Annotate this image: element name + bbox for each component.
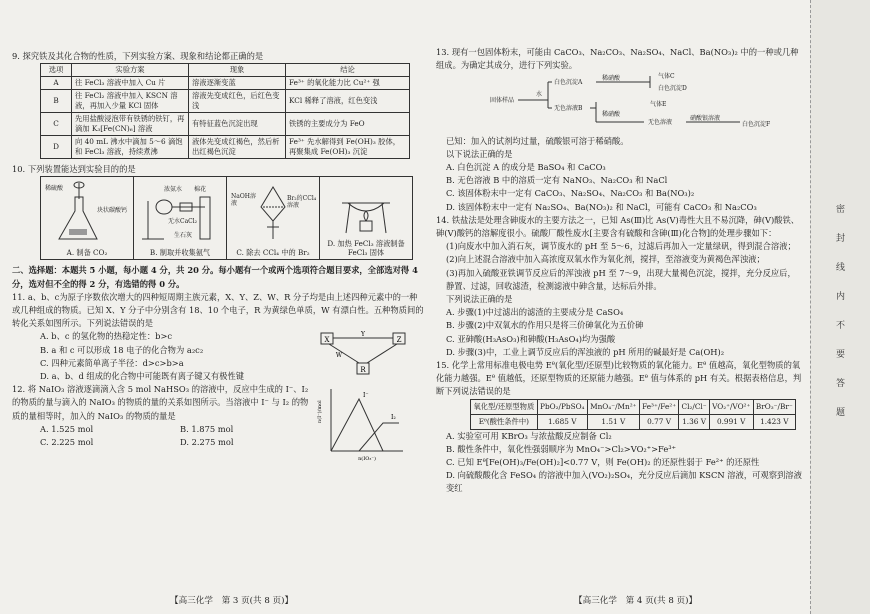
q11-options: [40, 330, 340, 383]
table-cell: B: [41, 90, 72, 113]
table-cell: Eᶿ(酸性条件中): [471, 414, 538, 429]
series-label: I₂: [391, 414, 396, 422]
table-cell: 液体先变成红褐色，然后析出红褐色沉淀: [189, 136, 286, 159]
series-label: I⁻: [363, 392, 369, 400]
option: B. 1.875 mol: [180, 423, 234, 434]
q10-apparatus-row: [40, 176, 412, 260]
flow-node: 白色沉淀F: [742, 121, 771, 129]
table-row: [41, 136, 410, 159]
table-cell: 向 40 mL 沸水中滴加 5～6 滴饱和 FeCl₃ 溶液，持续煮沸: [72, 136, 189, 159]
left-footer: 【高三化学 第 3 页(共 8 页)】: [170, 596, 294, 606]
q9-header-cell: 选项: [41, 64, 72, 77]
table-cell: 0.77 V: [639, 414, 679, 429]
table-cell: 1.685 V: [537, 414, 587, 429]
q15-table: [470, 399, 796, 430]
separatory-funnel-icon: [227, 177, 319, 247]
q12-stem: 12. 将 NaIO₃ 溶液逐滴滴入含 5 mol NaHSO₃ 的溶液中，反应中生成的 I⁻、I₂ 的物质的量与滴入的 NaIO₃ 的物质的量的关系如图所示。当溶液中 I⁻ 与 I₂ 的物质的量相等时，加入的 NaIO₃ 的物质的量是: [12, 384, 311, 421]
table-cell: 溶液先变成红色，后红色变浅: [189, 90, 286, 113]
q12-graph: [313, 383, 409, 463]
table-cell: VO₂⁺/VO²⁺: [709, 399, 753, 414]
table-cell: 1.36 V: [679, 414, 709, 429]
table-cell: Fe³⁺/Fe²⁺: [639, 399, 679, 414]
table-row: [41, 90, 410, 113]
node-label: Z: [396, 335, 402, 344]
label: 稀硫酸: [45, 185, 64, 193]
table-cell: Fe³⁺ 的氧化能力比 Cu²⁺ 强: [286, 77, 410, 90]
q13-flowchart: [490, 72, 790, 130]
step: (3)再加入硫酸亚铁调节反应后的浑浊液 pH 至 7～9，出现大量褐色沉淀，搅拌，充分反应后，静置、过滤，回收滤渣，检测滤液中砷含量，达标后外排。: [446, 267, 796, 291]
table-cell: 往 FeCl₃ 溶液中加入 Cu 片: [72, 77, 189, 90]
option: B. a 和 c 可以形成 18 电子的化合物为 a₂c₂: [40, 344, 204, 355]
table-cell: 有特征蓝色沉淀出现: [189, 113, 286, 136]
q13-ask: 以下说法正确的是: [446, 148, 513, 159]
label: 棉花: [194, 186, 207, 194]
table-cell: 1.423 V: [753, 414, 795, 429]
option: B. 无色溶液 B 中的溶质一定有 NaNO₃、Na₂CO₃ 和 NaCl: [446, 175, 668, 186]
option: A. 白色沉淀 A 的成分是 BaSO₄ 和 CaCO₃: [446, 162, 606, 173]
flow-node: 白色沉淀D: [658, 85, 687, 93]
option: C. 该固体粉末中一定有 CaCO₃、Na₂SO₄、Na₂CO₃ 和 Ba(NO₃)₂: [446, 188, 695, 199]
step: (1)向废水中加入消石灰，调节废水的 pH 至 5～6，过滤后再加入一定量绿矾，得到混合溶液；: [446, 241, 796, 252]
flow-node: 无色溶液: [648, 119, 673, 127]
evaporating-dish-icon: [320, 177, 412, 247]
option: B. 酸性条件中，氧化性强弱顺序为 MnO₄⁻>Cl₂>VO₂⁺>Fe³⁺: [446, 443, 676, 454]
q15-stem: 15. 化学上常用标准电极电势 Eᶿ(氧化型/还原型)比较物质的氧化能力。Eᶿ 值越高，氧化型物质的氧化能力越强。Eᶿ 值越低，还原型物质的还原能力越强。Eᶿ 值与体系的 pH 有关。根据表格信息，判断下列说法错误的是: [436, 360, 802, 397]
q12-options: [40, 423, 320, 449]
label: Br₂的CCl₄溶液: [287, 195, 317, 210]
flow-reagent: 硝酸银溶液: [690, 115, 721, 123]
option: D. a、b、d 组成的化合物中可能既有离子键又有极性键: [40, 371, 245, 382]
q10-stem: 10. 下列装置能达到实验目的的是: [12, 164, 136, 175]
table-row: [471, 399, 796, 414]
table-cell: KCl 稀释了溶液，红色变浅: [286, 90, 410, 113]
table-cell: 往 FeCl₂ 溶液中加入 KSCN 溶液，再加入少量 KCl 固体: [72, 90, 189, 113]
table-row: [471, 414, 796, 429]
q13-stem: 13. 现有一包固体粉末，可能由 CaCO₃、Na₂CO₃、Na₂SO₄、NaCl、Ba(NO₃)₂ 中的一种或几种组成。为确定其成分，进行下列实验。: [436, 47, 799, 71]
q9-header-cell: 现象: [189, 64, 286, 77]
option: C. 2.225 mol: [40, 437, 94, 448]
apparatus-b: [133, 176, 227, 260]
table-cell: 氧化型/还原型物质: [471, 399, 538, 414]
right-footer: 【高三化学 第 4 页(共 8 页)】: [574, 596, 698, 606]
label: 块状碳酸钙: [97, 207, 128, 215]
q15-options: [446, 430, 802, 496]
table-row: [41, 77, 410, 90]
flow-reagent: 水: [536, 91, 543, 99]
q11-transformation-diagram: [319, 331, 409, 377]
table-cell: A: [41, 77, 72, 90]
apparatus-d: [319, 176, 413, 260]
option: D. 步骤(3)中，工业上调节反应后的浑浊液的 pH 所用的碱最好是 Ca(OH)₂: [446, 346, 725, 357]
label: 生石灰: [174, 232, 193, 240]
q9-table: [40, 63, 410, 159]
q9-stem: 9. 探究铁及其化合物的性质，下列实验方案、现象和结论都正确的是: [12, 51, 264, 61]
table-cell: D: [41, 136, 72, 159]
q13-note: 已知：加入的试剂均过量，硫酸银可溶于稀硝酸。: [446, 135, 629, 146]
option: C. 亚砷酸(H₃AsO₃)和砷酸(H₃AsO₄)均为强酸: [446, 333, 616, 344]
flow-node: 固体样品: [490, 97, 515, 105]
caption: D. 加热 FeCl₃ 溶液制备 FeCl₃ 固体: [327, 239, 405, 258]
table-cell: BrO₃⁻/Br⁻: [753, 399, 795, 414]
caption: C. 除去 CCl₄ 中的 Br₂: [236, 248, 310, 258]
seal-line-margin: [810, 0, 870, 614]
table-cell: Fe³⁺ 先水解得到 Fe(OH)₃ 胶体，再聚集成 Fe(OH)₃ 沉淀: [286, 136, 410, 159]
table-cell: MnO₄⁻/Mn²⁺: [587, 399, 639, 414]
flow-reagent: 稀硝酸: [602, 111, 621, 119]
option: A. 步骤(1)中过滤出的滤渣的主要成分是 CaSO₄: [446, 307, 624, 318]
flow-node: 无色溶液B: [554, 105, 583, 113]
label: NaOH溶液: [231, 193, 256, 208]
flow-node: 白色沉淀A: [554, 79, 583, 87]
edge-label: W: [335, 351, 343, 359]
edge-label: Y: [361, 330, 365, 338]
table-cell: PbO₂/PbSO₄: [537, 399, 587, 414]
flow-node: 气体C: [658, 73, 675, 81]
right-page: [436, 0, 802, 496]
option: D. 向硫酸酸化含 FeSO₄ 的溶液中加入(VO₂)₂SO₄，充分反应后滴加 KSCN 溶液，可观察到溶液变红: [446, 470, 802, 494]
step: (2)向上述混合溶液中加入高浓度双氧水作为氧化剂，搅拌，至溶液变为黄褐色浑浊液；: [446, 254, 765, 265]
option: C. 已知 Eᶿ[Fe(OH)₃/Fe(OH)₂]<0.77 V，则 Fe(OH)₂ 的还原性弱于 Fe²⁺ 的还原性: [446, 457, 760, 468]
q14-ask: 下列说法正确的是: [446, 294, 513, 305]
q9-header-cell: 结论: [286, 64, 410, 77]
caption: B. 制取并收集氨气: [149, 248, 211, 258]
y-axis-label: n(I⁻)/mol: [317, 400, 323, 424]
option: B. 步骤(2)中双氧水的作用只是将三价砷氧化为五价砷: [446, 320, 644, 331]
table-cell: Cl₂/Cl⁻: [679, 399, 709, 414]
node-label: R: [360, 365, 366, 374]
flow-reagent: 稀硝酸: [602, 75, 621, 83]
section-2-header: 二、选择题：本题共 5 小题，每小题 4 分，共 20 分。每小题有一个或两个选项符合题目要求，全部选对得 4 分，选对但不全的得 2 分，有选错的得 0 分。: [12, 265, 421, 289]
option: A. b、c 的氢化物的热稳定性：b>c: [40, 331, 173, 342]
apparatus-c: [226, 176, 320, 260]
table-cell: 先用盐酸浸泡带有铁锈的铁钉，再滴加 K₃[Fe(CN)₆] 溶液: [72, 113, 189, 136]
table-cell: 1.51 V: [587, 414, 639, 429]
table-cell: C: [41, 113, 72, 136]
table-cell: 溶液逐渐变蓝: [189, 77, 286, 90]
q13-options: [446, 161, 802, 214]
table-row: [41, 113, 410, 136]
flow-node: 气体E: [650, 101, 667, 109]
x-axis-label: n(IO₃⁻): [358, 456, 376, 463]
option: C. 四种元素简单离子半径：d>c>b>a: [40, 357, 184, 368]
q9-header-cell: 实验方案: [72, 64, 189, 77]
label: 无水CaCl₂: [168, 218, 198, 226]
option: D. 2.275 mol: [180, 437, 234, 448]
q9-header-row: [41, 64, 410, 77]
caption: A. 制备 CO₂: [66, 248, 108, 258]
option: D. 该固体粉末中一定有 Na₂SO₄、Ba(NO₃)₂ 和 NaCl，可能有 CaCO₃ 和 Na₂CO₃: [446, 201, 757, 212]
apparatus-a: [40, 176, 134, 260]
table-cell: 铁锈的主要成分为 FeO: [286, 113, 410, 136]
seal-line-text: 密封线内不要答题: [834, 204, 844, 436]
q14-options: [446, 306, 802, 359]
label: 浓氨水: [164, 186, 183, 194]
left-page: [8, 0, 425, 463]
option: A. 实验室可用 KBrO₃ 与浓盐酸反应制备 Cl₂: [446, 430, 612, 441]
q14-stem: 14. 铁盐法是处理含砷废水的主要方法之一，已知 As(Ⅲ)比 As(Ⅴ)毒性大且不易沉降，砷(Ⅴ)酸铁、砷(Ⅴ)酸钙的溶解度很小。硫酸厂酸性废水[主要含有硫酸和含砷(Ⅲ)化合物]的处理步骤如下：: [436, 214, 800, 239]
q11-stem: 11. a、b、c为原子序数依次增大的四种短周期主族元素，X、Y、Z、W、R 分子均是由上述四种元素中的一种或几种组成的物质。已知 X、Y 分子中分别含有 18、10 个电子，R 为黄绿色单质，W 有漂白性。五种物质间的转化关系如图所示。下列说法错误的是: [12, 291, 424, 329]
q14-steps: [446, 240, 802, 293]
node-label: X: [324, 335, 330, 344]
option: A. 1.525 mol: [40, 423, 94, 434]
table-cell: 0.991 V: [709, 414, 753, 429]
